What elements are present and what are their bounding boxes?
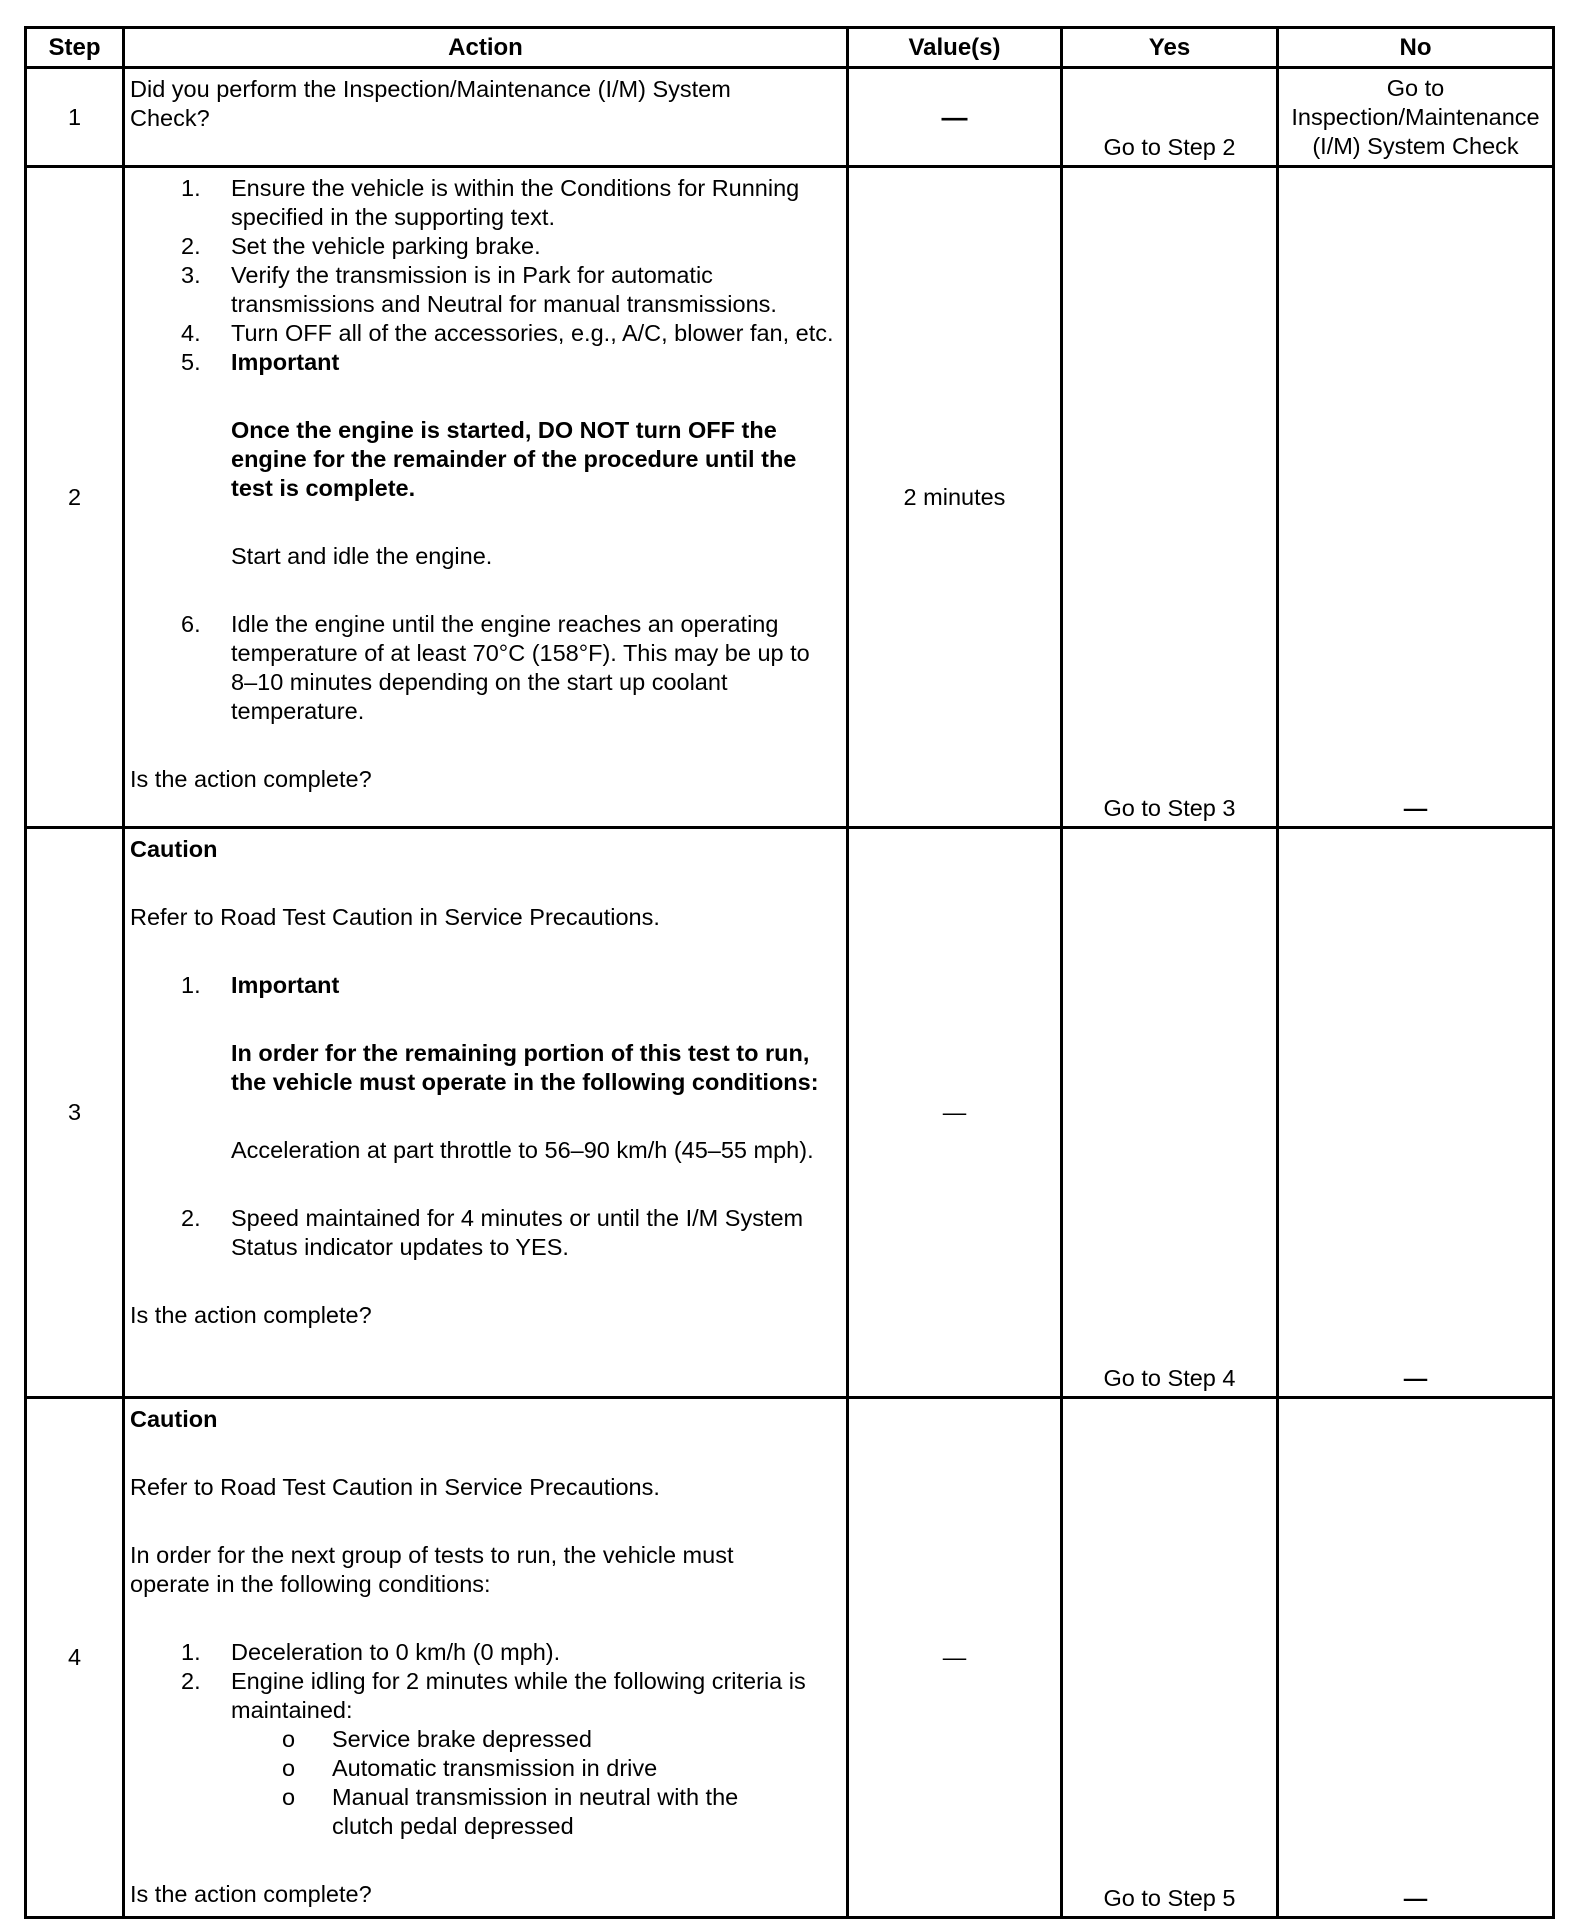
intro-text: In order for the next group of tests to run, the vehicle must operate in the following conditions:	[130, 1542, 734, 1597]
sub-list-text: Automatic transmission in drive	[332, 1755, 658, 1781]
step-text: Start and idle the engine.	[231, 543, 493, 569]
sub-list-item	[130, 1725, 842, 1754]
list-item	[130, 971, 842, 1000]
list-text: Speed maintained for 4 minutes or until the I/M System Status indicator updates to YES.	[231, 1205, 804, 1260]
step-number: 3	[26, 828, 124, 1398]
values-cell: —	[848, 828, 1062, 1398]
list-text: Turn OFF all of the accessories, e.g., A/C, blower fan, etc.	[231, 320, 834, 346]
list-item	[130, 319, 842, 348]
bullet: o	[282, 1755, 296, 1781]
sub-list-item	[130, 1754, 842, 1783]
values-cell: —	[848, 68, 1062, 167]
step-number: 2	[26, 167, 124, 828]
sub-list-text: Manual transmission in neutral with the clutch pedal depressed	[332, 1784, 739, 1839]
list-number: 1.	[181, 972, 201, 998]
step-text: Acceleration at part throttle to 56–90 km/h (45–55 mph).	[231, 1137, 814, 1163]
spacer	[130, 726, 842, 765]
table-row-step-3	[26, 828, 1554, 1398]
header-action: Action	[124, 28, 848, 68]
sub-list-item	[130, 1783, 842, 1841]
important-note: In order for the remaining portion of this test to run, the vehicle must operate in the following conditions:	[231, 1040, 819, 1095]
spacer	[130, 864, 842, 903]
list-number: 5.	[181, 349, 201, 375]
yes-cell	[1062, 1398, 1278, 1918]
list-item	[130, 232, 842, 261]
list-item	[130, 1204, 842, 1262]
spacer	[130, 1434, 842, 1473]
spacer	[130, 1599, 842, 1638]
action-cell	[124, 828, 848, 1398]
list-item	[130, 1667, 842, 1725]
list-number: 3.	[181, 262, 201, 288]
important-label: Important	[231, 972, 340, 998]
action-cell	[124, 167, 848, 828]
action-cell	[124, 68, 848, 167]
yes-link[interactable]: Go to Step 4	[1103, 1365, 1236, 1391]
list-item	[130, 261, 842, 319]
spacer	[130, 1841, 842, 1880]
header-yes: Yes	[1062, 28, 1278, 68]
list-text: Set the vehicle parking brake.	[231, 233, 541, 259]
sub-list-text: Service brake depressed	[332, 1726, 592, 1752]
caution-label: Caution	[130, 836, 218, 862]
important-note: Once the engine is started, DO NOT turn OFF the engine for the remainder of the procedure until the test is complete.	[231, 417, 797, 501]
caution-text: Refer to Road Test Caution in Service Precautions.	[130, 904, 660, 930]
no-value: —	[1403, 1365, 1428, 1391]
yes-link[interactable]: Go to Step 2	[1103, 134, 1236, 160]
table-row-step-1	[26, 68, 1554, 167]
yes-link[interactable]: Go to Step 5	[1103, 1885, 1236, 1911]
step-number: 1	[26, 68, 124, 167]
no-cell	[1278, 167, 1554, 828]
table-row-step-4	[26, 1398, 1554, 1918]
spacer	[130, 1097, 842, 1136]
header-row	[26, 28, 1554, 68]
list-item	[130, 174, 842, 232]
no-cell	[1278, 68, 1554, 167]
action-question: Is the action complete?	[130, 1302, 372, 1328]
spacer	[130, 1000, 842, 1039]
list-text: Engine idling for 2 minutes while the following criteria is maintained:	[231, 1668, 806, 1723]
spacer	[130, 1262, 842, 1301]
diagnostic-table	[24, 26, 1555, 1919]
spacer	[130, 1502, 842, 1541]
yes-cell	[1062, 828, 1278, 1398]
no-value: —	[1403, 1885, 1428, 1911]
no-value: —	[1403, 795, 1428, 821]
header-values: Value(s)	[848, 28, 1062, 68]
table-row-step-2	[26, 167, 1554, 828]
spacer	[130, 571, 842, 610]
no-link[interactable]: Go to Inspection/Maintenance (I/M) System Check	[1291, 74, 1540, 159]
list-text: Verify the transmission is in Park for automatic transmissions and Neutral for manual transmissions.	[231, 262, 777, 317]
bullet: o	[282, 1784, 296, 1810]
yes-cell	[1062, 68, 1278, 167]
list-item	[130, 1638, 842, 1667]
list-text: Idle the engine until the engine reaches an operating temperature of at least 70°C (158°F). This may be up to 8–10 minutes depending on the start up coolant temperature.	[231, 611, 810, 724]
step-number: 4	[26, 1398, 124, 1918]
spacer	[130, 503, 842, 542]
list-number: 1.	[181, 1639, 201, 1665]
spacer	[130, 932, 842, 971]
list-text: Ensure the vehicle is within the Conditions for Running specified in the supporting text.	[231, 175, 800, 230]
list-number: 2.	[181, 233, 201, 259]
header-step: Step	[26, 28, 124, 68]
list-item	[130, 610, 842, 726]
list-text: Deceleration to 0 km/h (0 mph).	[231, 1639, 561, 1665]
action-question: Is the action complete?	[130, 1881, 372, 1907]
no-cell	[1278, 828, 1554, 1398]
action-cell	[124, 1398, 848, 1918]
header-no: No	[1278, 28, 1554, 68]
list-number: 2.	[181, 1205, 201, 1231]
bullet: o	[282, 1726, 296, 1752]
values-cell: 2 minutes	[848, 167, 1062, 828]
caution-label: Caution	[130, 1406, 218, 1432]
list-number: 4.	[181, 320, 201, 346]
list-number: 1.	[181, 175, 201, 201]
yes-link[interactable]: Go to Step 3	[1103, 795, 1236, 821]
list-number: 2.	[181, 1668, 201, 1694]
action-question: Is the action complete?	[130, 766, 372, 792]
no-cell	[1278, 1398, 1554, 1918]
yes-cell	[1062, 167, 1278, 828]
values-cell: —	[848, 1398, 1062, 1918]
action-question: Did you perform the Inspection/Maintenance (I/M) System Check?	[130, 76, 731, 131]
important-label: Important	[231, 349, 340, 375]
caution-text: Refer to Road Test Caution in Service Precautions.	[130, 1474, 660, 1500]
list-number: 6.	[181, 611, 201, 637]
spacer	[130, 1165, 842, 1204]
spacer	[130, 377, 842, 416]
list-item	[130, 348, 842, 377]
